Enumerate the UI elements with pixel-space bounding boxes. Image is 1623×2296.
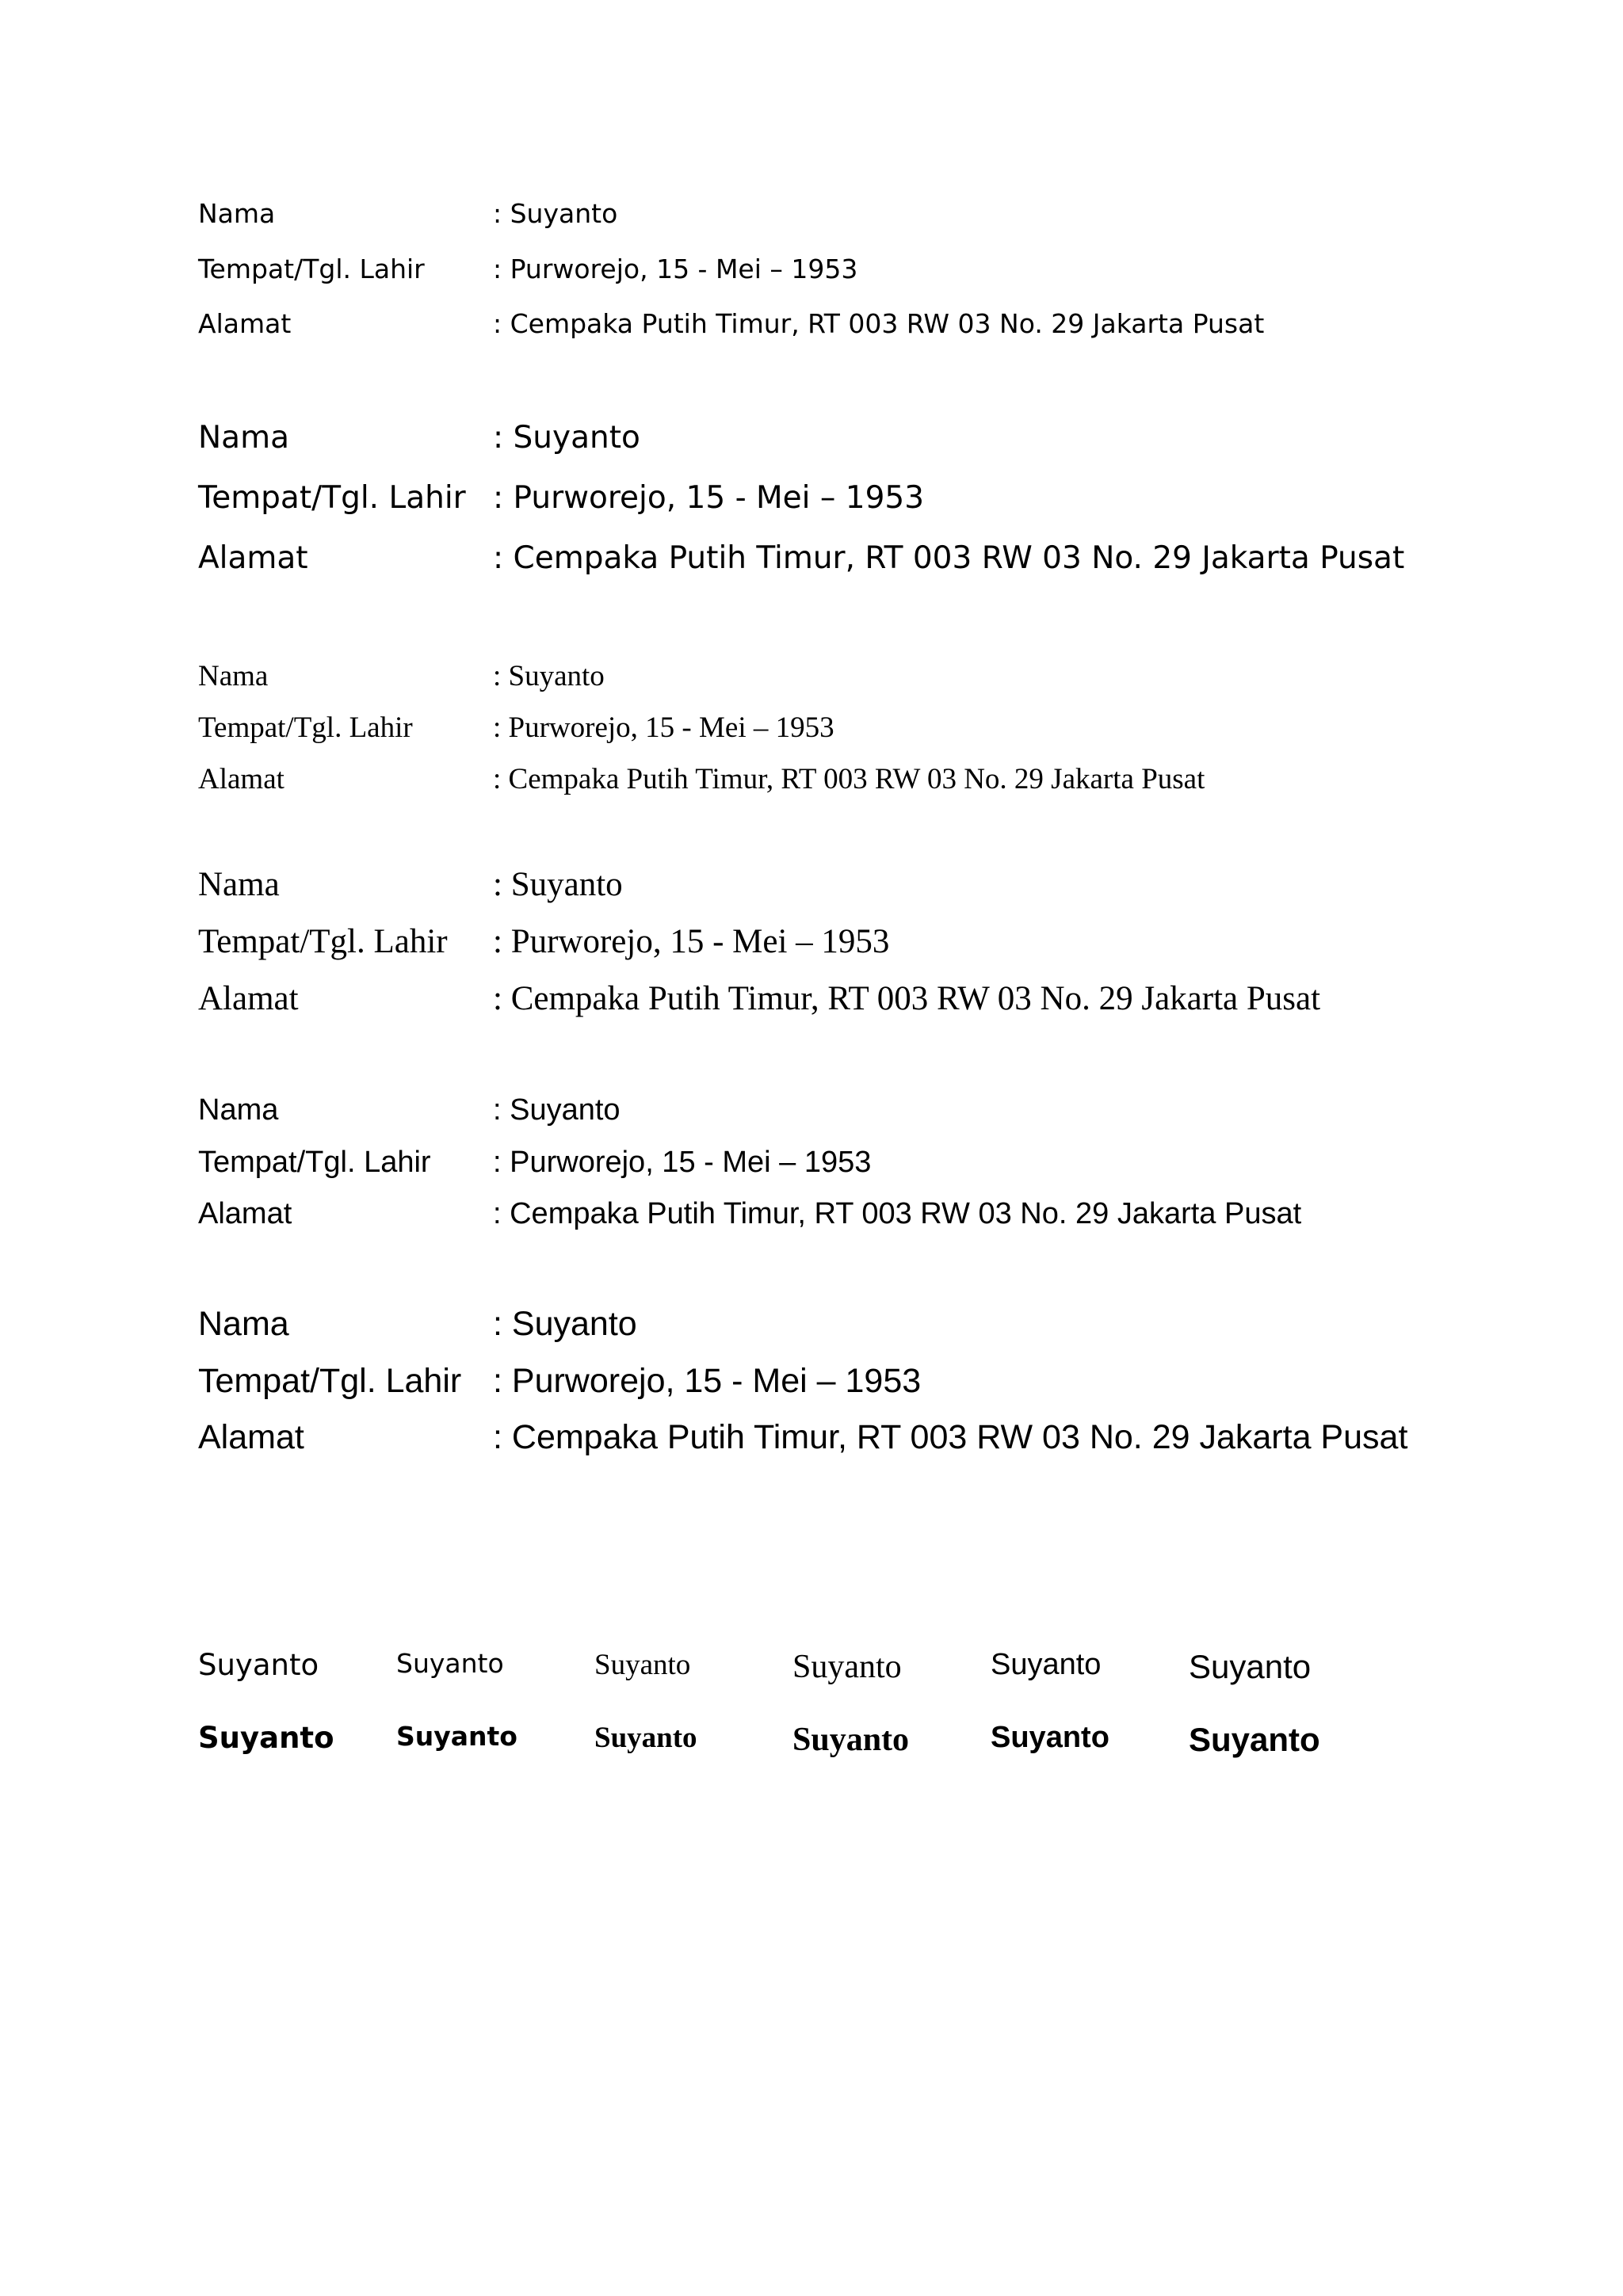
name-sample-bold: Suyanto — [792, 1722, 910, 1758]
birth-value: : Purworejo, 15 - Mei – 1953 — [493, 1362, 922, 1400]
birth-label: Tempat/Tgl. Lahir — [198, 1362, 462, 1400]
birth-value: : Purworejo, 15 - Mei – 1953 — [493, 480, 925, 516]
address-label: Alamat — [198, 763, 285, 795]
address-label: Alamat — [198, 980, 299, 1017]
name-sample: Suyanto — [594, 1649, 691, 1681]
birth-label: Tempat/Tgl. Lahir — [198, 254, 425, 284]
address-label: Alamat — [198, 1197, 292, 1230]
name-value: : Suyanto — [493, 198, 618, 229]
address-value: : Cempaka Putih Timur, RT 003 RW 03 No. 29 Jakarta Pusat — [493, 308, 1265, 339]
address-value: : Cempaka Putih Timur, RT 003 RW 03 No. 29 Jakarta Pusat — [493, 980, 1321, 1017]
name-value: : Suyanto — [493, 866, 623, 903]
name-sample-bold: Suyanto — [991, 1721, 1109, 1754]
birth-label: Tempat/Tgl. Lahir — [198, 923, 448, 960]
address-label: Alamat — [198, 308, 292, 339]
birth-value: : Purworejo, 15 - Mei – 1953 — [493, 923, 890, 960]
address-value: : Cempaka Putih Timur, RT 003 RW 03 No. 29 Jakarta Pusat — [493, 763, 1205, 795]
name-label: Nama — [198, 198, 276, 229]
name-value: : Suyanto — [493, 1305, 637, 1343]
birth-label: Tempat/Tgl. Lahir — [198, 1146, 431, 1179]
name-value: : Suyanto — [493, 420, 640, 456]
name-sample: Suyanto — [792, 1649, 902, 1685]
birth-value: : Purworejo, 15 - Mei – 1953 — [493, 711, 834, 744]
name-sample: Suyanto — [396, 1648, 504, 1679]
birth-value: : Purworejo, 15 - Mei – 1953 — [493, 1146, 872, 1179]
name-label: Nama — [198, 1305, 289, 1343]
birth-label: Tempat/Tgl. Lahir — [198, 711, 413, 744]
name-value: : Suyanto — [493, 1093, 621, 1127]
name-label: Nama — [198, 1093, 279, 1127]
name-sample-bold: Suyanto — [1189, 1721, 1320, 1758]
address-value: : Cempaka Putih Timur, RT 003 RW 03 No. 29 Jakarta Pusat — [493, 1418, 1408, 1456]
name-label: Nama — [198, 866, 280, 903]
name-label: Nama — [198, 660, 269, 692]
name-sample-bold: Suyanto — [396, 1721, 517, 1752]
name-sample-bold: Suyanto — [198, 1721, 334, 1755]
name-sample: Suyanto — [991, 1648, 1102, 1681]
name-sample: Suyanto — [198, 1648, 319, 1682]
name-sample: Suyanto — [1189, 1648, 1312, 1685]
name-value: : Suyanto — [493, 660, 605, 692]
name-sample-bold: Suyanto — [594, 1722, 697, 1754]
address-value: : Cempaka Putih Timur, RT 003 RW 03 No. 29 Jakarta Pusat — [493, 540, 1405, 576]
name-label: Nama — [198, 420, 289, 456]
birth-value: : Purworejo, 15 - Mei – 1953 — [493, 254, 858, 284]
birth-label: Tempat/Tgl. Lahir — [198, 480, 466, 516]
address-label: Alamat — [198, 540, 308, 576]
address-label: Alamat — [198, 1418, 304, 1456]
address-value: : Cempaka Putih Timur, RT 003 RW 03 No. 29 Jakarta Pusat — [493, 1197, 1302, 1230]
